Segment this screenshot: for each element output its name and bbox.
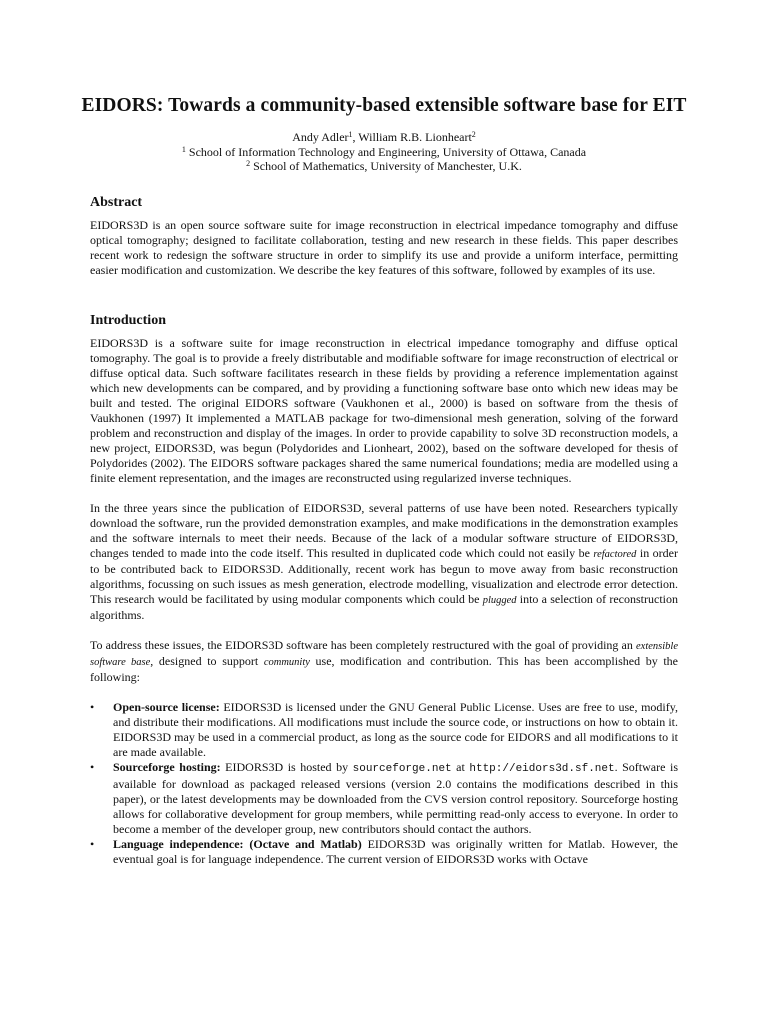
author-name-2: , William R.B. Lionheart <box>352 130 472 144</box>
intro-p2-text-c: into a selection of reconstruction algorithms. <box>90 592 678 622</box>
author-sup-2: 2 <box>471 130 476 139</box>
intro-paragraph-1: EIDORS3D is a software suite for image reconstruction in electrical impedance tomography and diffuse optical tomography. The goal is to provide a freely distributable and modifiable software for image reconstruction of electrical or diffuse optical data. Such software facilitates research in these fields by providing a reference implementation against which new developments can be compared, and by providing a functioning software base onto which new ideas may be built and tested. The original EIDORS software (Vaukhonen et al., 2000) is based on software from the thesis of Vaukhonen (1997) It implemented a MATLAB package for two-dimensional mesh generation, solving of the forward problem and reconstruction and display of the images. In order to provide capability to solve 3D reconstruction models, a new project, EIDORS3D, was begun (Polydorides and Lionheart, 2002), based on the software developed for thesis of Polydorides (2002). The EIDORS software packages shared the same numerical foundations; media are modelled using a finite element representation, and the images are reconstructed using regularized inverse techniques. <box>90 336 678 485</box>
intro-p3-text-b: , designed to support <box>150 654 264 668</box>
affil-num-1: 1 <box>181 144 186 154</box>
introduction-heading: Introduction <box>90 313 166 328</box>
list-item <box>90 837 678 867</box>
bullet-icon: • <box>90 837 95 851</box>
intro-p3-community: community <box>263 657 310 668</box>
affiliation-1 <box>0 145 768 160</box>
affil-text-2: School of Mathematics, University of Manchester, U.K. <box>253 159 522 173</box>
list-item-text: EIDORS3D is licensed under the GNU General Public License. Uses are free to use, modify, and distribute their modifications. All modifications must include the source code, or instructions on how to obtain it. EIDORS3D may be used in a commercial product, as long as the source code for EIDORS and all modifications to it are made available. <box>113 700 678 759</box>
intro-paragraph-2 <box>90 501 678 623</box>
intro-p2-refactored: refactored <box>593 549 637 560</box>
author-names <box>0 130 768 145</box>
list-item <box>90 700 678 760</box>
intro-p2-text-b: in order to be contributed back to EIDORS3D. Additionally, recent work has begun to move away from basic reconstruction algorithms, focussing on such issues as mesh generation, electrode modelling, visualization and electrode error detection. This research would be facilitated by using modular components which could be <box>90 546 679 606</box>
paper-title: EIDORS: Towards a community-based extensible software base for EIT <box>81 95 687 116</box>
list-item-label: Language independence: (Octave and Matlab) <box>113 837 362 851</box>
list-item-text: EIDORS3D was originally written for Matlab. However, the eventual goal is for language independence. The current version of EIDORS3D works with Octave <box>113 837 678 866</box>
list-item-text: EIDORS3D is hosted by <box>220 760 353 774</box>
intro-paragraph-3 <box>90 638 678 685</box>
affil-text-1: School of Information Technology and Engineering, University of Ottawa, Canada <box>188 144 587 159</box>
sourceforge-link[interactable]: sourceforge.net <box>352 763 452 775</box>
author-block <box>0 130 768 174</box>
list-item-text: . Software is available for download as packaged released versions (version 2.0 contains the modifications described in this paper), or the latest developments may be downloaded from the CVS version control repository. Sourceforge hosting allows for collaborative development for group members, while permitting read-only access to everyone. In order to become a member of the developer group, new contributors should contact the authors. <box>113 760 678 836</box>
abstract-text: EIDORS3D is an open source software suite for image reconstruction in electrical impedance tomography and diffuse optical tomography; designed to facilitate collaboration, testing and new research in these fields. This paper describes recent work to redesign the software structure in order to simplify its use and provide a uniform interface, permitting easier modification and customization. We describe the key features of this software, followed by examples of its use. <box>90 218 678 277</box>
list-item-text: at <box>451 760 470 774</box>
list-item-label: Sourceforge hosting: <box>113 760 221 774</box>
eidors-url-link[interactable]: http://eidors3d.sf.net <box>469 763 615 775</box>
list-item <box>90 760 678 837</box>
abstract-section <box>90 195 678 278</box>
intro-p2-plugged: plugged <box>482 595 517 606</box>
abstract-heading: Abstract <box>90 195 143 210</box>
feature-list <box>90 700 678 867</box>
intro-p3-text-a: To address these issues, the EIDORS3D software has been completely restructured with the goal of providing an <box>90 638 637 652</box>
introduction-section <box>90 313 678 867</box>
intro-p3-extensible: extensible software base <box>90 641 678 668</box>
intro-p2-text-a: In the three years since the publication of EIDORS3D, several patterns of use have been noted. Researchers typically download the software, run the provided demonstration examples, and make modifications in the demonstration examples and the software internals to meet their needs. Because of the lack of a modular software structure of EIDORS3D, changes tended to made into the code itself. This resulted in duplicated code which could not easily be <box>90 501 678 560</box>
author-name-1: Andy Adler <box>292 130 349 144</box>
affiliation-2 <box>0 159 768 174</box>
list-item-label: Open-source license: <box>113 700 220 714</box>
bullet-icon: • <box>90 700 95 714</box>
affil-num-2: 2 <box>246 159 251 168</box>
bullet-icon: • <box>90 760 95 774</box>
author-sup-1: 1 <box>348 130 353 139</box>
intro-p3-text-c: use, modification and contribution. This has been accomplished by the following: <box>90 654 678 684</box>
